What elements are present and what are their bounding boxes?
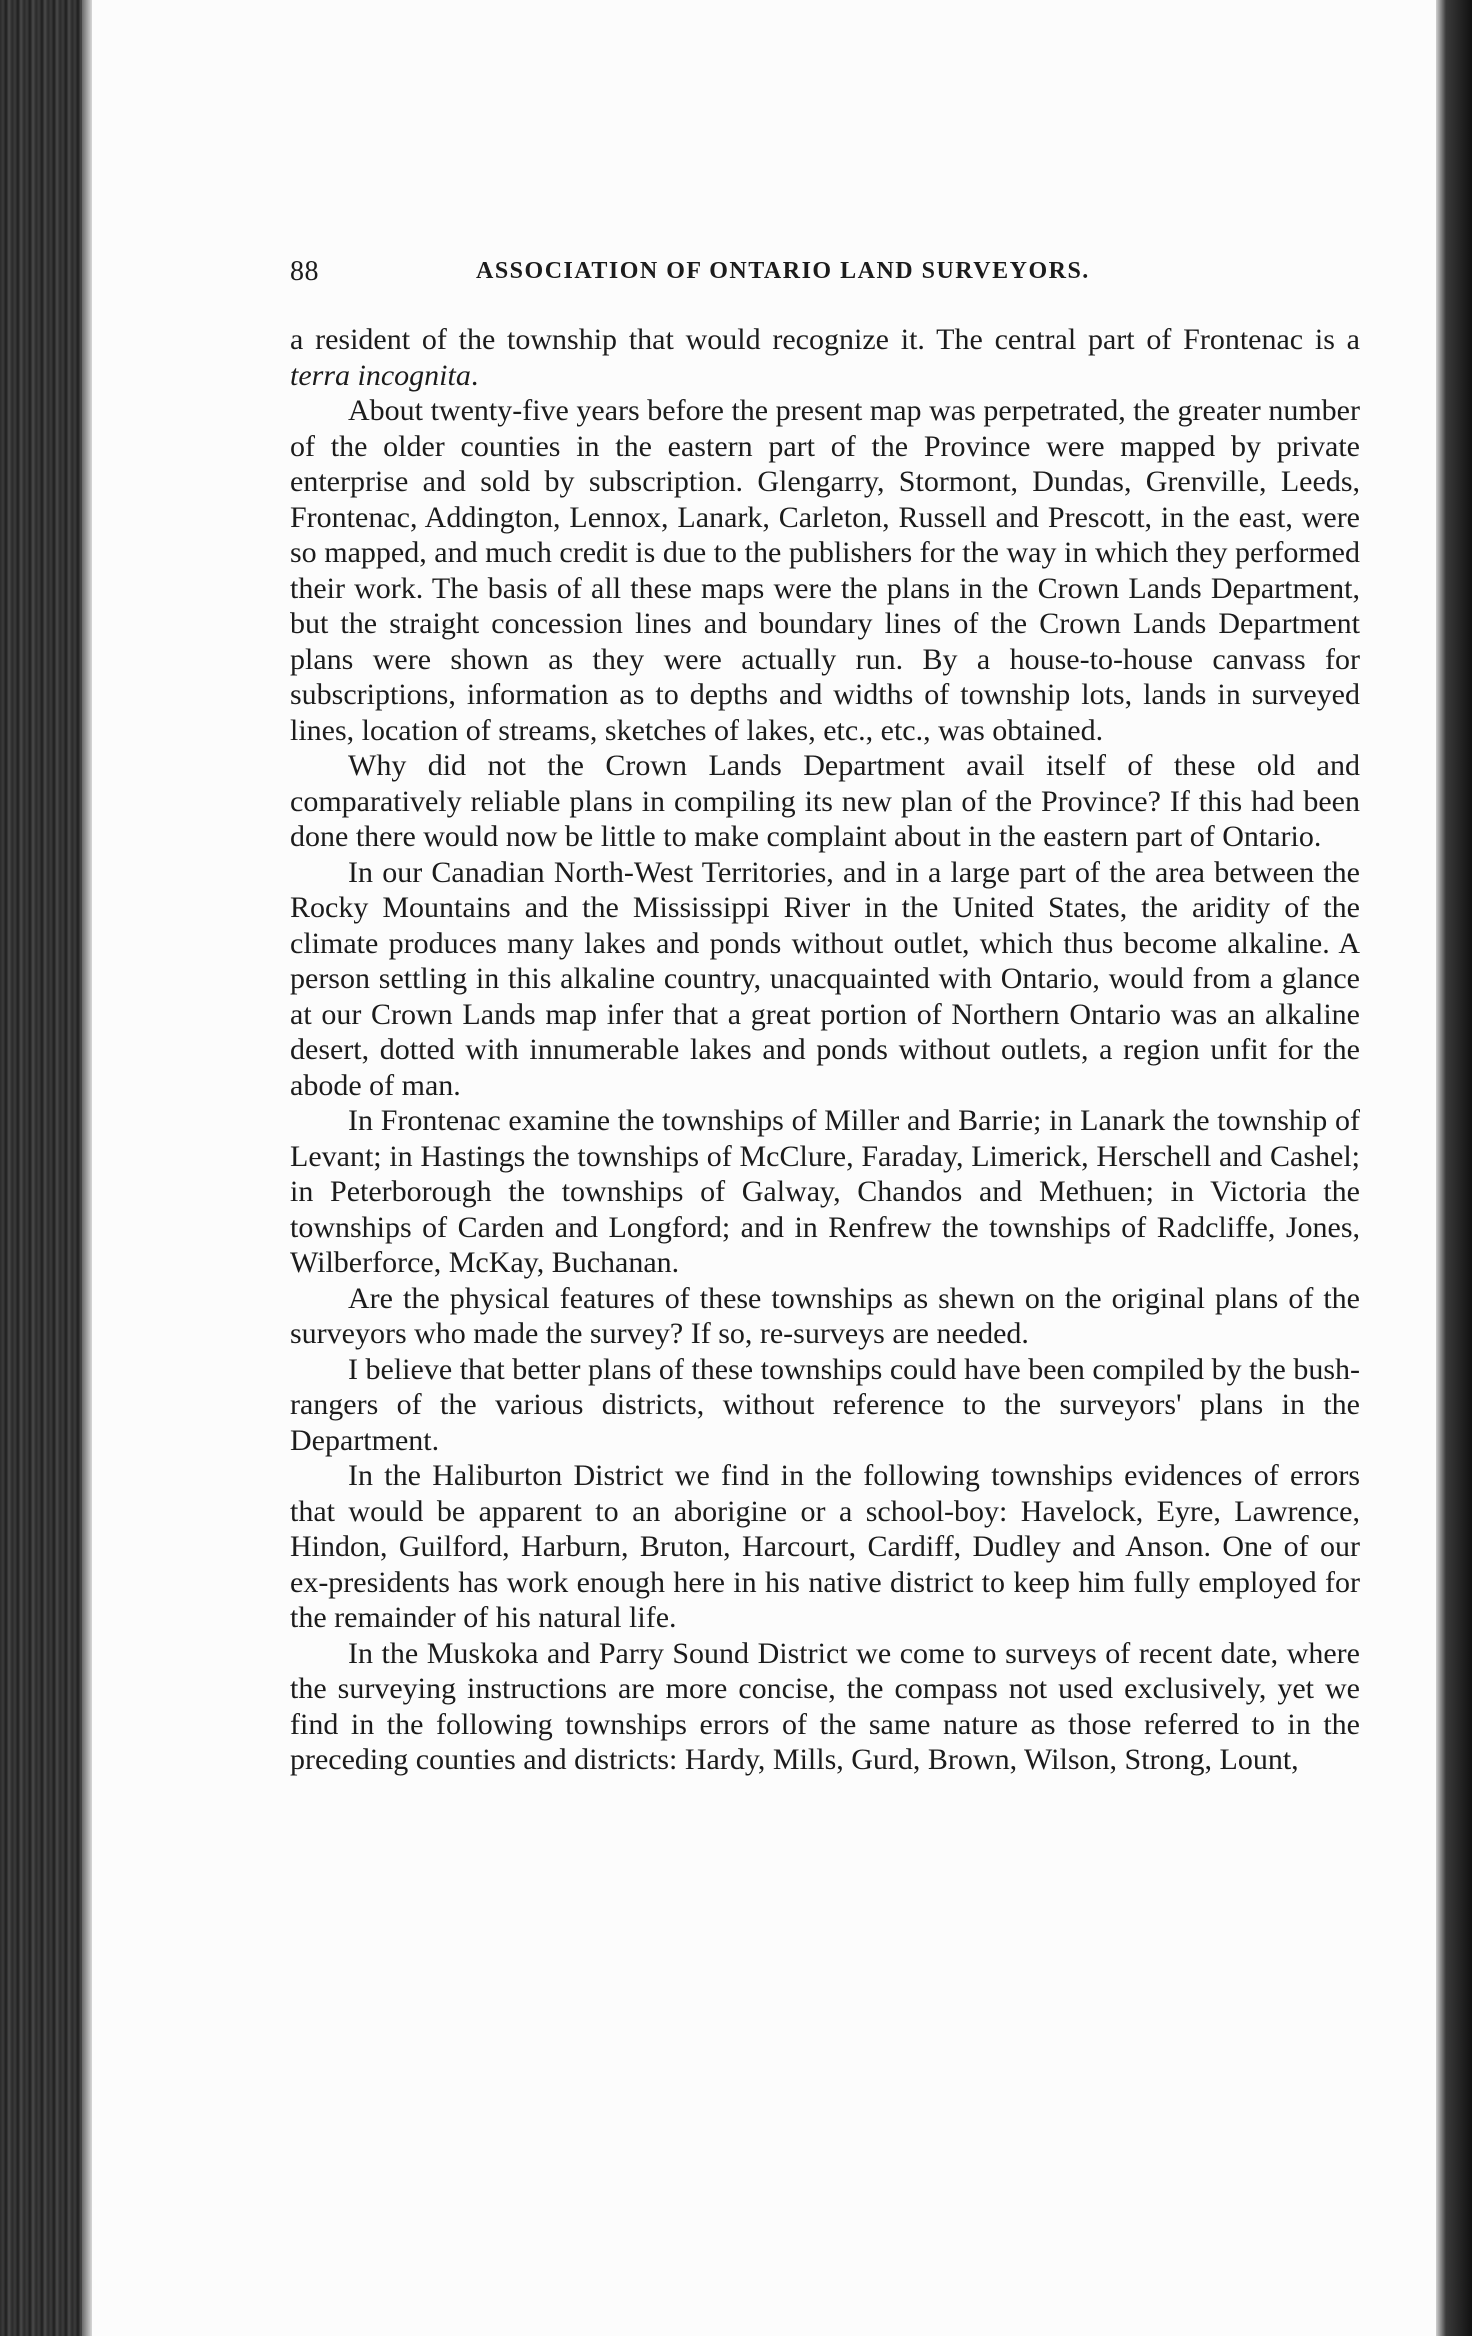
paragraph-3: Why did not the Crown Lands Department avail itself of these old and comparatively reliable plans in compiling its new plan of the Province? If this had been done there would now be little to make complaint about in the eastern part of Ontario.: [290, 749, 1360, 853]
paragraph-1: [290, 322, 1360, 393]
paragraph-4: In our Canadian North-West Territories, and in a large part of the area between the Rocky Mountains and the Mississippi River in the United States, the aridity of the climate produces many lakes and ponds without outlet, which thus become alkaline. A person settling in this alkaline country, unacquainted with Ontario, would from a glance at our Crown Lands map infer that a great portion of Northern Ontario was an alkaline desert, dotted with innumerable lakes and ponds without outlets, a region unfit for the abode of man.: [290, 855, 1360, 1102]
running-title: ASSOCIATION OF ONTARIO LAND SURVEYORS.: [476, 258, 1090, 284]
paragraph-1-end: .: [470, 358, 479, 392]
paragraph-5: In Frontenac examine the townships of Miller and Barrie; in Lanark the township of Levant; in Hastings the townships of McClure, Faraday, Limerick, Herschell and Cashel; in Peterborough the townships of Galway, Chandos and Methuen; in Victoria the townships of Carden and Longford; and in Renfrew the townships of Radcliffe, Jones, Wilberforce, McKay, Buchanan.: [290, 1104, 1360, 1279]
page-number: 88: [290, 256, 319, 287]
body-text: [290, 322, 1360, 1778]
book-spine: [0, 0, 82, 2336]
paragraph-6: Are the physical features of these townships as shewn on the original plans of the surveyors who made the survey? If so, re-surveys are needed.: [290, 1281, 1360, 1350]
paragraph-8: In the Haliburton District we find in the following townships evidences of errors that would be apparent to an aborigine or a school-boy: Havelock, Eyre, Lawrence, Hindon, Guilford, Harburn, Bruton, Harcourt, Cardiff, Dudley and Anson. One of our ex-presidents has work enough here in his native district to keep him fully employed for the remainder of his natural life.: [290, 1459, 1360, 1634]
running-head: [290, 256, 1180, 296]
paragraph-9: In the Muskoka and Parry Sound District we come to surveys of recent date, where the surveying instructions are more concise, the compass not used exclusively, yet we find in the following townships errors of the same nature as those referred to in the preceding counties and districts: Hardy, Mills, Gurd, Brown, Wilson, Strong, Lount,: [290, 1636, 1360, 1776]
paragraph-2: About twenty-five years before the present map was perpetrated, the greater number of the older counties in the eastern part of the Province were mapped by private enterprise and sold by subscription. Glengarry, Stormont, Dundas, Grenville, Leeds, Frontenac, Addington, Lennox, Lanark, Carleton, Russell and Prescott, in the east, were so mapped, and much credit is due to the publishers for the way in which they performed their work. The basis of all these maps were the plans in the Crown Lands Department, but the straight concession lines and boundary lines of the Crown Lands Department plans were shown as they were actually run. By a house-to-house canvass for subscriptions, information as to depths and widths of township lots, lands in surveyed lines, location of streams, sketches of lakes, etc., etc., was obtained.: [290, 394, 1360, 747]
paragraph-1-text: a resident of the township that would recognize it. The central part of Frontenac is a: [290, 323, 1360, 356]
italic-phrase: terra incognita: [290, 358, 471, 392]
page-right-edge: [1436, 0, 1472, 2336]
paragraph-7: I believe that better plans of these townships could have been compiled by the bush-rangers of the various districts, without reference to the surveyors' plans in the Department.: [290, 1352, 1360, 1457]
page-gutter: [82, 0, 92, 2336]
